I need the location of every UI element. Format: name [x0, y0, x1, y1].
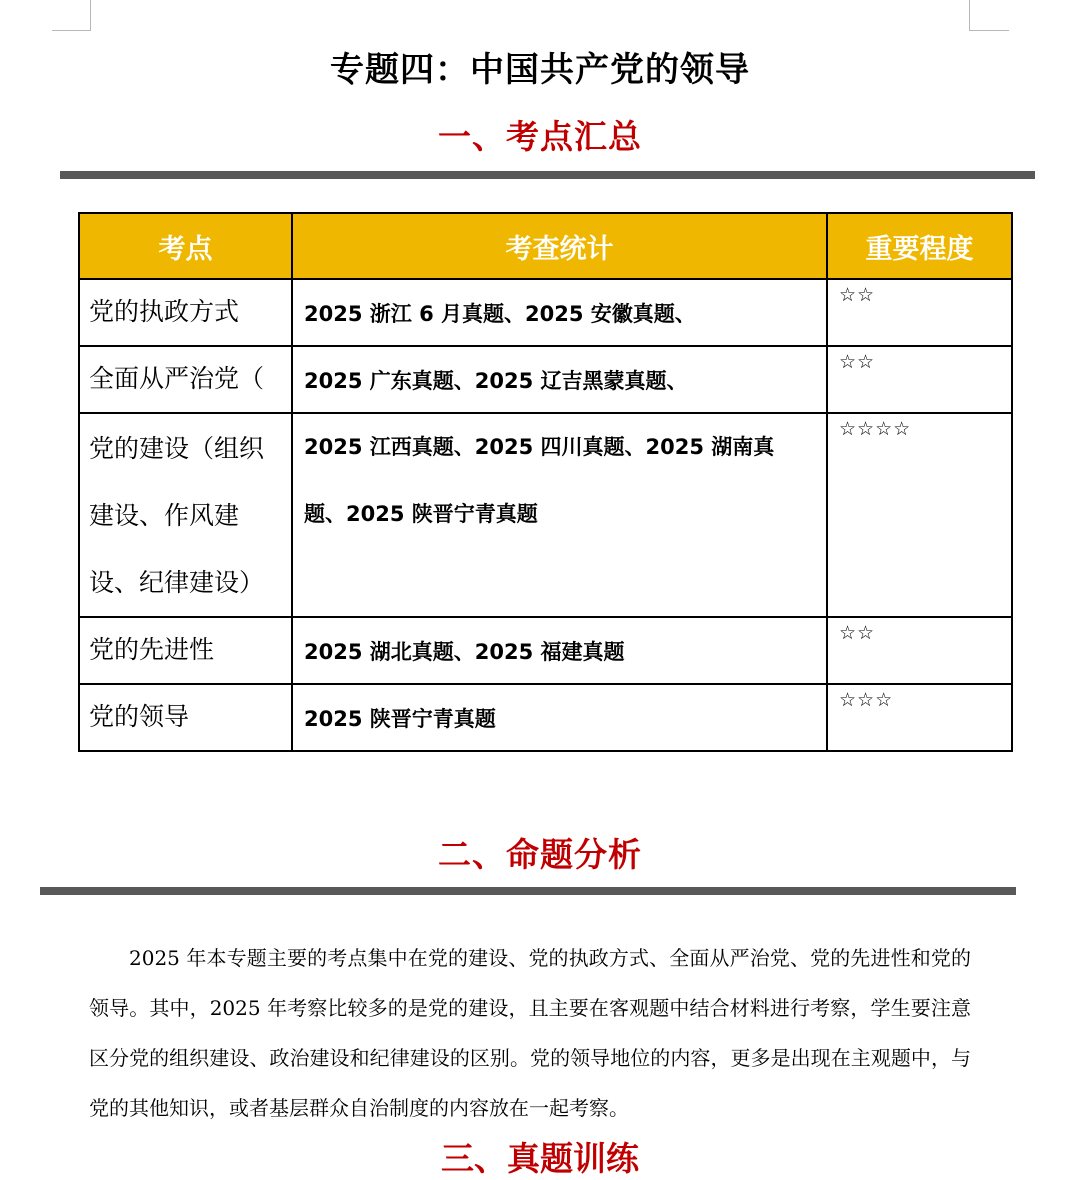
- section-heading-summary: 一、考点汇总: [438, 117, 642, 156]
- importance-stars: ☆☆: [827, 279, 1012, 346]
- section-divider: [40, 887, 1016, 895]
- table-row: [79, 617, 1012, 684]
- crop-mark-top-right-horizontal: [969, 30, 1009, 31]
- page-title: 专题四：中国共产党的领导: [330, 50, 750, 90]
- stats-cell: 2025 陕晋宁青真题: [292, 684, 827, 751]
- stats-cell: 2025 浙江 6 月真题、2025 安徽真题、: [292, 279, 827, 346]
- topic-summary-table: [78, 212, 1013, 752]
- topic-cell: 党的建设（组织建设、作风建设、纪律建设）: [79, 413, 292, 617]
- importance-stars: ☆☆☆☆: [827, 413, 1012, 617]
- table-row: [79, 684, 1012, 751]
- crop-mark-top-right-vertical: [969, 0, 970, 30]
- stats-cell: 2025 广东真题、2025 辽吉黑蒙真题、: [292, 346, 827, 413]
- topic-cell: 全面从严治党（: [79, 346, 292, 413]
- header-stats: 考查统计: [292, 213, 827, 279]
- crop-mark-top-left-vertical: [90, 0, 91, 30]
- importance-stars: ☆☆: [827, 346, 1012, 413]
- topic-cell: 党的执政方式: [79, 279, 292, 346]
- stats-cell: 2025 江西真题、2025 四川真题、2025 湖南真题、2025 陕晋宁青真题: [292, 413, 827, 617]
- importance-stars: ☆☆: [827, 617, 1012, 684]
- section-divider: [60, 171, 1035, 179]
- header-importance: 重要程度: [827, 213, 1012, 279]
- topic-cell: 党的先进性: [79, 617, 292, 684]
- table-row: [79, 346, 1012, 413]
- table-header-row: [79, 213, 1012, 279]
- table-row: [79, 413, 1012, 617]
- analysis-paragraph: 2025 年本专题主要的考点集中在党的建设、党的执政方式、全面从严治党、党的先进性和党的领导。其中，2025 年考察比较多的是党的建设，且主要在客观题中结合材料进行考察，学生要注意区分党的组织建设、政治建设和纪律建设的区别。党的领导地位的内容，更多是出现在主观题中，与党的其他知识，或者基层群众自治制度的内容放在一起考察。: [89, 946, 971, 1120]
- stats-cell: 2025 湖北真题、2025 福建真题: [292, 617, 827, 684]
- section-heading-partial: 三、真题训练: [441, 1139, 639, 1178]
- topic-cell: 党的领导: [79, 684, 292, 751]
- crop-mark-top-left-horizontal: [52, 30, 91, 31]
- section-heading-analysis: 二、命题分析: [438, 835, 642, 874]
- header-topic: 考点: [79, 213, 292, 279]
- importance-stars: ☆☆☆: [827, 684, 1012, 751]
- table-row: [79, 279, 1012, 346]
